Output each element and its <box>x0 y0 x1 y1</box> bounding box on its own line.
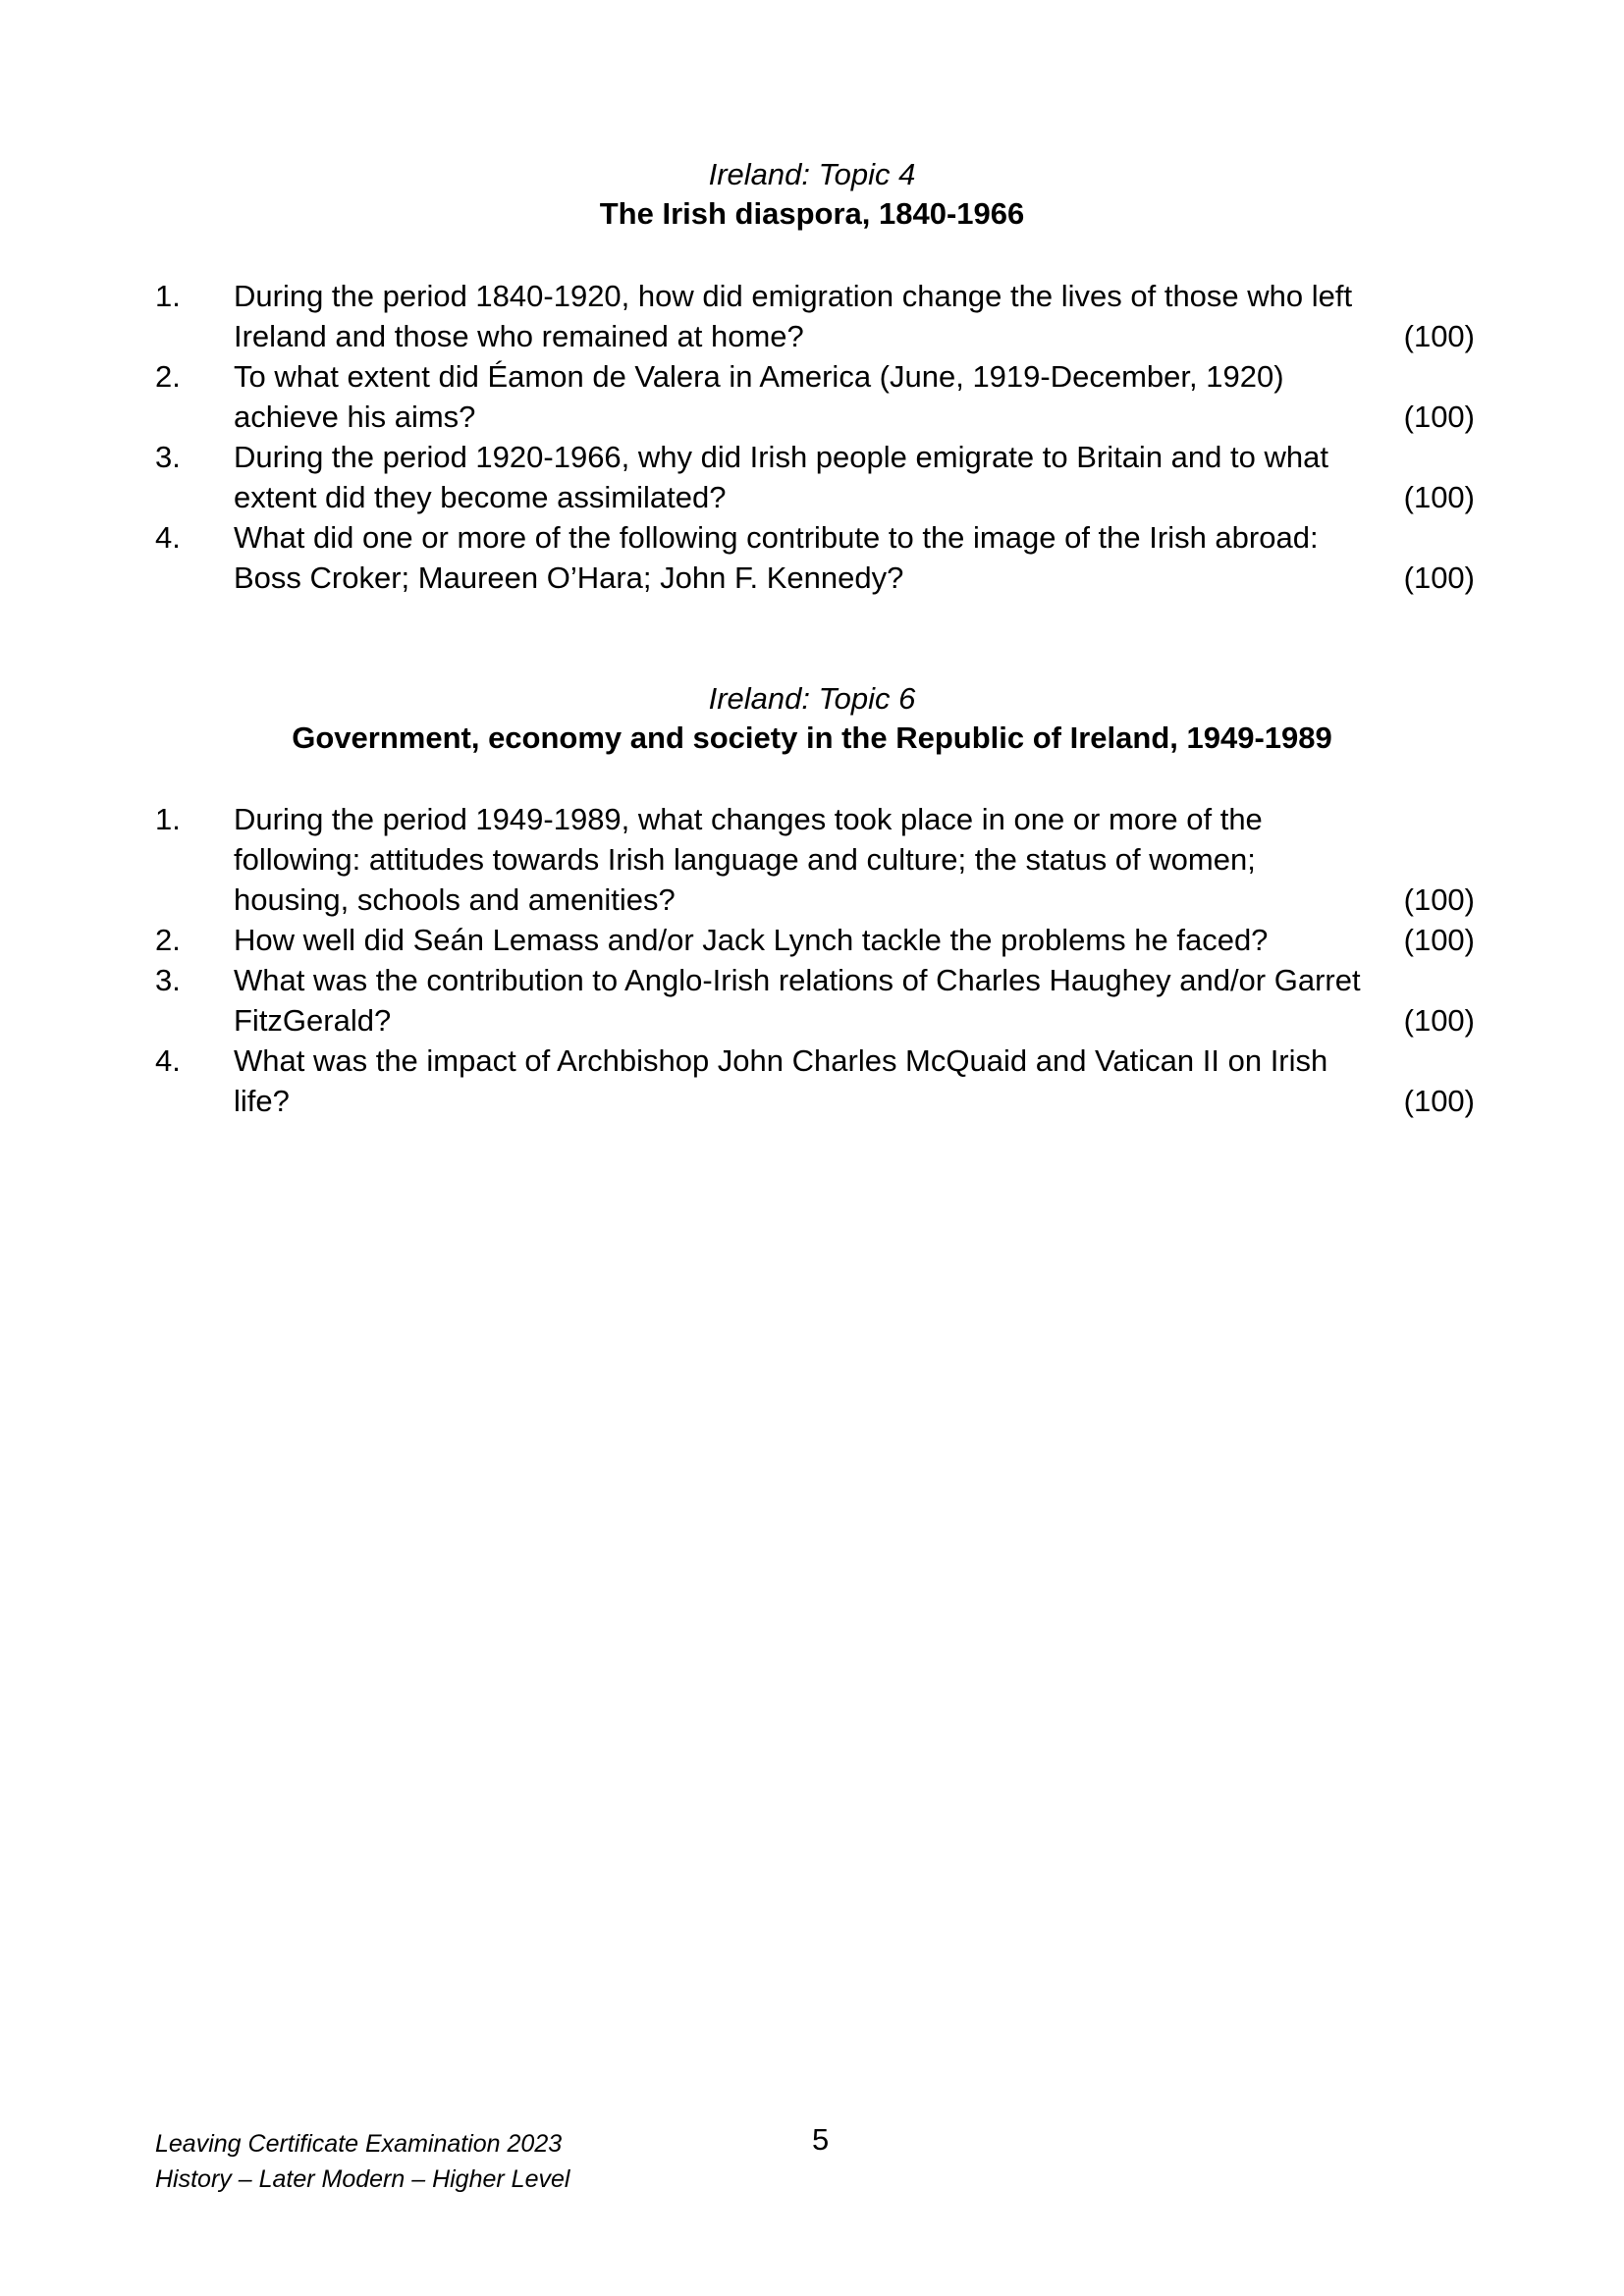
question-marks: (100) <box>1403 923 1475 957</box>
question-item <box>0 920 1624 960</box>
topic-6-questions <box>0 799 1624 1121</box>
question-text: During the period 1840-1920, how did emigration change the lives of those who left Ireland and those who remained at home? <box>234 279 1353 353</box>
topic-6-heading <box>0 679 1624 758</box>
question-number: 3. <box>155 440 181 474</box>
question-number: 2. <box>155 923 181 957</box>
question-number: 3. <box>155 963 181 997</box>
question-marks: (100) <box>1403 1084 1475 1118</box>
topic-4-heading <box>0 155 1624 234</box>
question-marks: (100) <box>1403 480 1475 514</box>
question-marks: (100) <box>1403 319 1475 353</box>
topic-label: Ireland: Topic 6 <box>708 681 916 716</box>
page-number: 5 <box>812 2122 830 2157</box>
topic-title: Government, economy and society in the Republic of Ireland, 1949-1989 <box>292 721 1332 755</box>
question-text: During the period 1920-1966, why did Irish people emigrate to Britain and to what extent did they become assimilated? <box>234 440 1328 514</box>
topic-4-questions <box>0 276 1624 598</box>
question-text: What was the impact of Archbishop John Charles McQuaid and Vatican II on Irish life? <box>234 1043 1328 1118</box>
question-item <box>0 276 1624 356</box>
footer-subject: History – Later Modern – Higher Level <box>155 2165 570 2193</box>
question-item <box>0 517 1624 598</box>
topic-label: Ireland: Topic 4 <box>708 157 916 191</box>
question-marks: (100) <box>1403 1003 1475 1038</box>
question-text: How well did Seán Lemass and/or Jack Lynch tackle the problems he faced? <box>234 923 1269 957</box>
question-item <box>0 960 1624 1041</box>
question-text: To what extent did Éamon de Valera in America (June, 1919-December, 1920) achieve his aims? <box>234 359 1284 434</box>
question-item <box>0 437 1624 517</box>
question-marks: (100) <box>1403 882 1475 917</box>
question-number: 1. <box>155 279 181 313</box>
topic-title: The Irish diaspora, 1840-1966 <box>599 196 1025 231</box>
question-item <box>0 1041 1624 1121</box>
question-text: During the period 1949-1989, what changes took place in one or more of the following: attitudes towards Irish language and culture; the status of women; housing, schools and amenities? <box>234 802 1263 917</box>
question-text: What did one or more of the following contribute to the image of the Irish abroad: Boss Croker; Maureen O’Hara; John F. Kennedy? <box>234 520 1319 595</box>
question-number: 4. <box>155 520 181 555</box>
question-number: 4. <box>155 1043 181 1078</box>
question-number: 2. <box>155 359 181 394</box>
question-text: What was the contribution to Anglo-Irish relations of Charles Haughey and/or Garret FitzGerald? <box>234 963 1361 1038</box>
footer-exam-title: Leaving Certificate Examination 2023 <box>155 2130 563 2158</box>
question-marks: (100) <box>1403 400 1475 434</box>
question-number: 1. <box>155 802 181 836</box>
question-item <box>0 356 1624 437</box>
footer-exam-info <box>155 2126 569 2197</box>
question-marks: (100) <box>1403 561 1475 595</box>
question-item <box>0 799 1624 920</box>
